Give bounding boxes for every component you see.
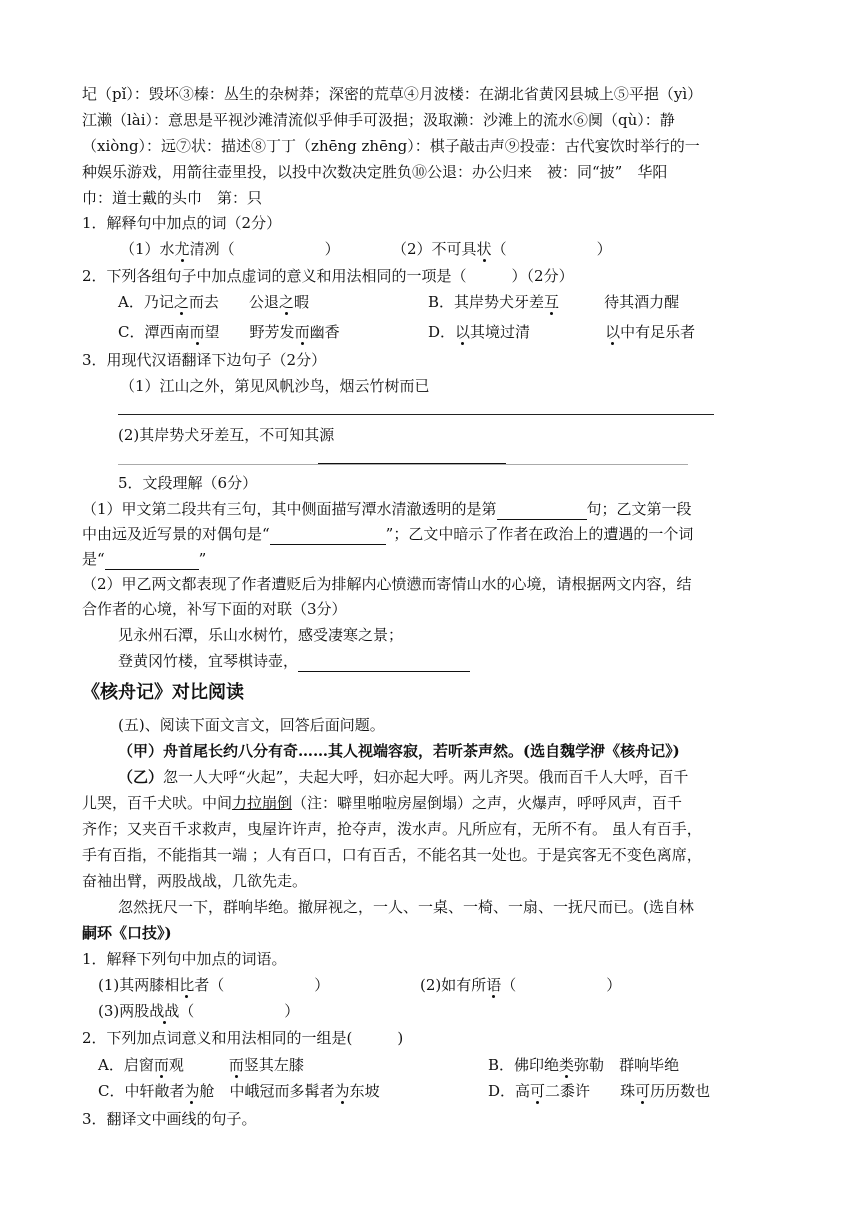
p2-q1-item-1: (1)其两膝相比者（ ） [98,976,330,994]
p1-q3-sentence-1: （1）江山之外，第见风帆沙鸟，烟云竹树而已 [120,377,430,395]
p1-q5-part1-line2: 中由远及近写景的对偶句是“ ”；乙文中暗示了作者在政治上的遭遇的一个词 [82,525,694,543]
p2-intro: (五)、阅读下面文言文，回答后面问题。 [118,716,385,734]
p1-q5-part1-line1: （1）甲文第二段共有三句，其中侧面描写潭水清澈透明的是第 句；乙文第一段 [82,500,692,518]
couplet-line-1: 见永州石潭，乐山水树竹，感受凄寒之景； [118,626,404,644]
p2-q1-item-3: (3)两股战战（ ） [98,1002,300,1020]
p2-question-3: 3．翻译文中画线的句子。 [82,1110,257,1128]
emphasis-dot-char: 尤 [174,240,190,258]
p1-q1-item-2: （2）不可具状（ ） [392,240,612,258]
fill-blank[interactable] [497,499,587,520]
fill-blank[interactable] [298,651,470,672]
emphasis-dot-char: 状 [476,240,492,258]
p2-passage-yi-line7: 嗣环《口技》) [82,924,172,942]
p1-q2-option-c: C．潭西南而望 野芳发而幽香 [118,323,340,341]
p2-q2-option-c: C．中轩敞者为舱 中峨冠而多髯者为东坡 [98,1082,380,1100]
p1-question-5: 5．文段理解（6分） [118,474,258,492]
p2-q2-option-b: B．佛印绝类弥勒 群响毕绝 [488,1056,680,1074]
p2-question-1: 1．解释下列句中加点的词语。 [82,950,287,968]
p1-q5-part2-line2: 合作者的心境，补写下面的对联（3分） [82,600,347,618]
p2-q2-option-d: D．高可二黍许 珠可历历数也 [488,1082,711,1100]
note-line-2: 江濑（lài）：意思是平视沙滩清流似乎伸手可汲挹；汲取濑：沙滩上的流水⑥阒（qù）：静 [82,111,675,129]
p1-q1-item-1: （1）水尤清冽（ ） [120,240,340,258]
note-line-5: 巾：道士戴的头巾 第：只 [82,189,263,207]
fill-blank[interactable] [270,524,386,545]
p2-passage-yi-line2: 儿哭，百千犬吠。中间力拉崩倒（注：噼里啪啦房屋倒塌）之声，火爆声，呼呼风声，百千 [82,794,683,812]
couplet-line-2: 登黄冈竹楼，宜琴棋诗壶， [118,651,470,672]
note-line-3: （xiòng）：远⑦状：描述⑧丁丁（zhēng zhēng）：棋子敲击声⑨投壶：古代宴饮时举行的一 [82,137,700,155]
p2-passage-yi-line5: 奋袖出臂，两股战战，几欲先走。 [82,872,308,890]
p1-question-2: 2．下列各组句子中加点虚词的意义和用法相同的一项是（ ）（2分） [82,267,574,285]
p2-passage-yi-line3: 齐作；又夹百千求救声，曳屋许许声，抢夺声，泼水声。凡所应有，无所不有。 虽人有百手， [82,820,702,838]
p2-passage-yi-line4: 手有百指，不能指其一端 ；人有百口，口有百舌，不能名其一处也。于是宾客无不变色离席， [82,846,702,864]
p1-question-1: 1．解释句中加点的词（2分） [82,214,282,232]
p1-q2-option-a: A．乃记之而去 公退之暇 [118,293,309,311]
note-line-4: 种娱乐游戏，用箭往壶里投，以投中次数决定胜负⑩公退：办公归来 被：同“披” 华阳 [82,163,668,181]
p2-q2-option-a: A．启窗而观 而竖其左膝 [98,1056,304,1074]
p1-question-3: 3．用现代汉语翻译下边句子（2分） [82,351,327,369]
p1-q3-sentence-2: (2)其岸势犬牙差互，不可知其源 [118,426,335,444]
p2-passage-yi-line6: 忽然抚尺一下，群响毕绝。撤屏视之，一人、一桌、一椅、一扇、一抚尺而已。(选自林 [118,898,694,916]
p2-passage-jia: （甲）舟首尾长约八分有奇……其人视端容寂，若听茶声然。(选自魏学洢《核舟记》) [118,742,680,760]
section-heading: 《核舟记》对比阅读 [82,682,244,703]
note-line-1: 圮（pǐ）：毁坏③榛：丛生的杂树莽；深密的荒草④月波楼：在湖北省黄冈县城上⑤平挹（yì） [82,85,703,103]
answer-line-emphasis [318,463,506,464]
underlined-phrase: 力拉崩倒 [232,794,293,812]
p2-passage-yi-line1: （乙）忽一人大呼“火起”，夫起大呼，妇亦起大呼。两儿齐哭。俄而百千人大呼，百千 [118,768,689,786]
p1-q5-part1-line3: 是“ ” [82,550,207,568]
fill-blank[interactable] [105,549,199,570]
p1-q2-option-d: D．以其境过清 以中有足乐者 [428,323,696,341]
p2-q1-item-2: (2)如有所语（ ） [420,976,622,994]
p2-question-2: 2．下列加点词意义和用法相同的一组是( ) [82,1029,404,1047]
answer-line [118,414,714,415]
answer-line [118,464,688,465]
p1-q5-part2-line1: （2）甲乙两文都表现了作者遭贬后为排解内心愤懑而寄情山水的心境，请根据两文内容，结 [82,575,692,593]
p1-q2-option-b: B．其岸势犬牙差互 待其酒力醒 [428,293,680,311]
